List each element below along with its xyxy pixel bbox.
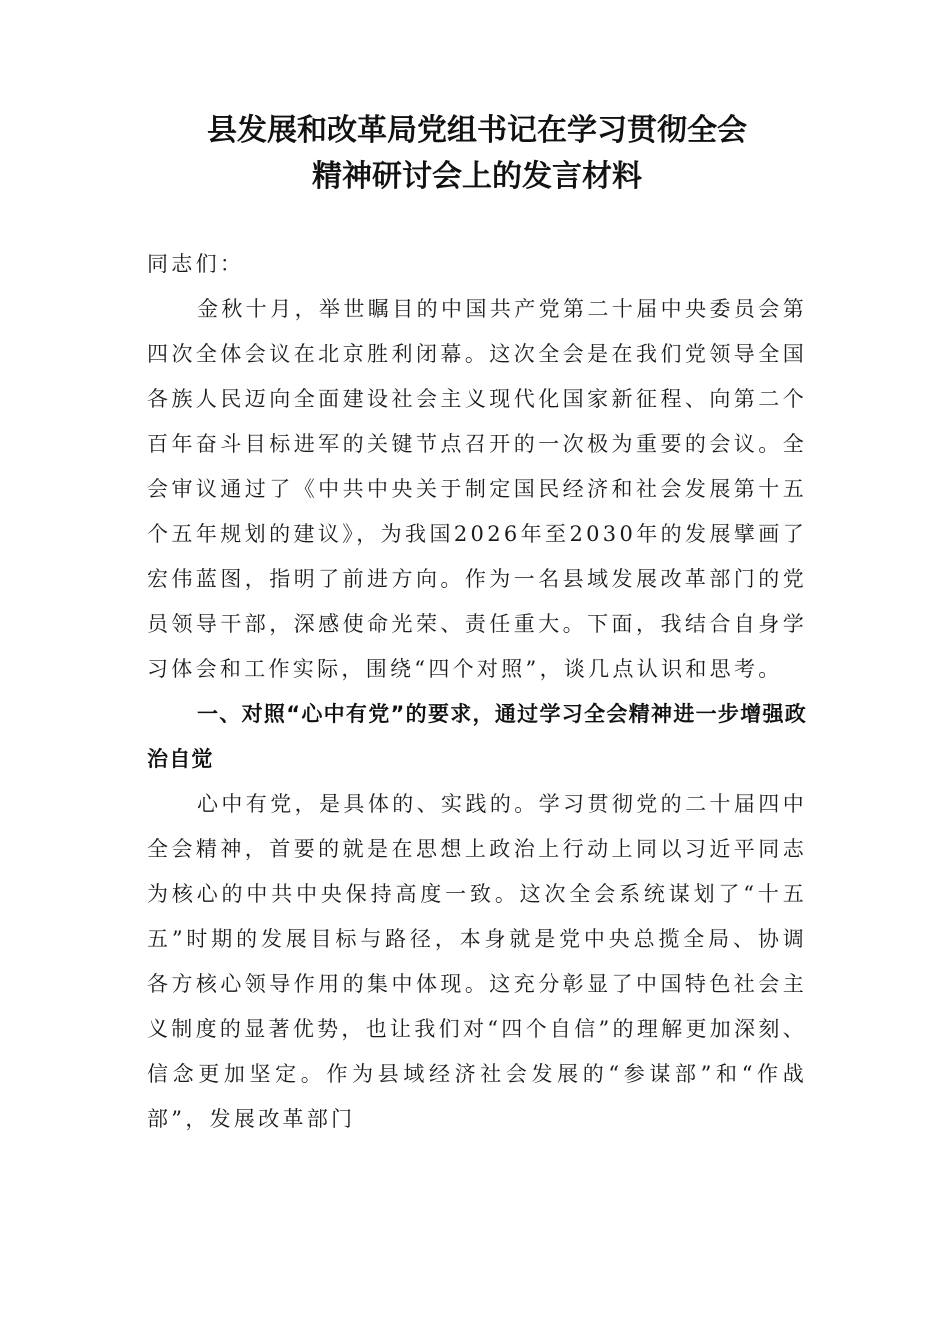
paragraph-intro: 金秋十月，举世瞩目的中国共产党第二十届中央委员会第四次全体会议在北京胜利闭幕。这次全会是在我们党领导全国各族人民迈向全面建设社会主义现代化国家新征程、向第二个百年奋斗目标进军的关键节点召开的一次极为重要的会议。全会审议通过了《中共中央关于制定国民经济和社会发展第十五个五年规划的建议》，为我国2026年至2030年的发展擘画了宏伟蓝图，指明了前进方向。作为一名县域发展改革部门的党员领导干部，深感使命光荣、责任重大。下面，我结合自身学习体会和工作实际，围绕“四个对照”，谈几点认识和思考。 (147, 297, 807, 681)
document-body (147, 242, 807, 1142)
document-title (147, 108, 807, 200)
document-page (147, 108, 807, 1142)
title-line-1: 县发展和改革局党组书记在学习贯彻全会 (207, 113, 747, 148)
paragraph-section-1: 心中有党，是具体的、实践的。学习贯彻党的二十届四中全会精神，首要的就是在思想上政治上行动上同以习近平同志为核心的中共中央保持高度一致。这次全会系统谋划了“十五五”时期的发展目标与路径，本身就是党中央总揽全局、协调各方核心领导作用的集中体现。这充分彰显了中国特色社会主义制度的显著优势，也让我们对“四个自信”的理解更加深刻、信念更加坚定。作为县域经济社会发展的“参谋部”和“作战部”，发展改革部门 (147, 792, 807, 1131)
salutation: 同志们： (147, 252, 245, 276)
title-line-2: 精神研讨会上的发言材料 (312, 159, 642, 194)
section-heading-1: 一、对照“心中有党”的要求，通过学习全会精神进一步增强政治自觉 (147, 702, 807, 771)
